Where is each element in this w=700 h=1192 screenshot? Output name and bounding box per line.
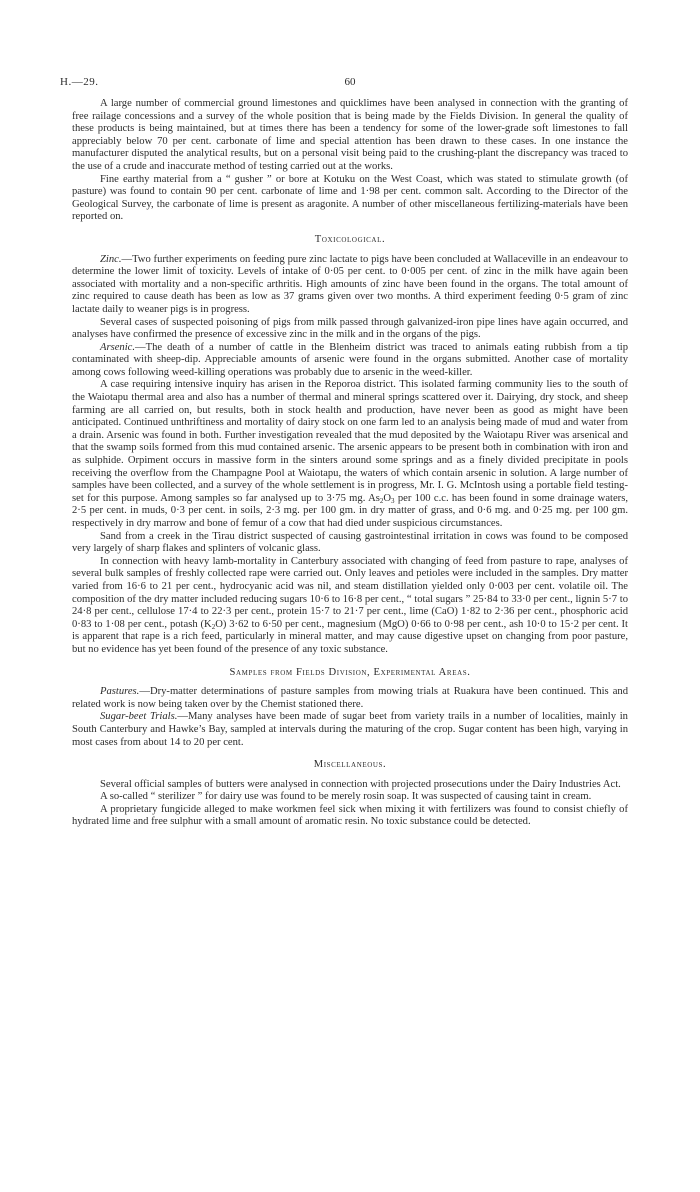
- gusher-paragraph: Fine earthy material from a “ gusher ” or bore at Kotuku on the West Coast, which was stated to stimulate growth (of pasture) was found to contain 90 per cent. carbonate of lime and 1·98 per cent. common salt. According to the Director of the Geological Survey, the carbonate of lime is present as aragonite. A number of other miscellaneous fertilizing-materials have been reported on.: [72, 173, 628, 223]
- pastures-paragraph: [72, 686, 628, 711]
- samples-heading: Samples from Fields Division, Experimental Areas.: [229, 666, 471, 678]
- sugar-beet-text: —Many analyses have been made of sugar beet from variety trails in a number of localities, mainly in South Canterbury and Hawke’s Bay, sampled at intervals during the maturing of the crop. Sugar content has been high, varying in most cases from about 14 to 20 per cent.: [72, 711, 628, 748]
- rape-text-a: In connection with heavy lamb-mortality in Canterbury associated with changing of feed from pasture to rape, analyses of several bulk samples of freshly collected rape were carried out. Only leaves and petioles were included in the samples. Dry matter varied from 16·6 to 21 per cent., hydrocyanic acid was nil, and steam distillation yielded only 0·003 per cent. volatile oil. The composition of the dry matter included reducing sugars 10·6 to 16·8 per cent., “ total sugars ” 25·84 to 33·0 per cent., lignin 5·7 to 24·8 per cent., cellulose 17·4 to 22·3 per cent., protein 15·7 to 21·7 per cent., lime (CaO) 1·82 to 2·36 per cent., phosphoric acid 0·83 to 1·08 per cent., potash (K: [72, 555, 628, 630]
- sugar-beet-paragraph: [72, 711, 628, 749]
- pastures-text: —Dry-matter determinations of pasture samples from mowing trials at Ruakura have been continued. This and related work is now being taken over by the Chemist stationed there.: [72, 686, 628, 710]
- fungicide-paragraph: A proprietary fungicide alleged to make workmen feel sick when mixing it with fertilizers was found to consist chiefly of hydrated lime and free sulphur with a small amount of aromatic resin. No toxic substance could be detected.: [72, 803, 628, 828]
- reporoa-text-c: per 100 c.c. has been found in some drainage waters, 2·5 per cent. in muds, 0·3 per cent. in soils, 2·3 mg. per 100 gm. in dry matter of grass, and 0·6 mg. and 0·25 mg. per 100 gm. respectively in dry marrow and bone of femur of a cow that had died under suspicious circumstances.: [72, 492, 628, 529]
- reporoa-text-b: O: [383, 492, 392, 504]
- reporoa-text-a: A case requiring intensive inquiry has arisen in the Reporoa district. This isolated farming community lies to the south of the Waiotapu thermal area and also has a number of thermal and mineral springs scattered over it. Dairying, dry stock, and sheep farming are all carried on, but results, both in stock health and production, have never been as good as might have been anticipated. Continued unthriftiness and mortality of dairy stock on one farm led to an analysis being made of mud and water from a drain. Arsenic was found in both. Further investigation revealed that the mud deposited by the Waiotapu River was arsenical and that the swamp soils formed from this mud contained arsenic. The arsenic appears to be present both in combination with iron and as sulphide. Orpiment occurs in massive form in the sinters around some springs and as a finely divided precipitate in pools receiving the overflow from the Champagne Pool at Waiotapu, the waters of which contain arsenic in solution. A large number of samples have been collected, and a survey of the whole settlement is in progress, Mr. I. G. McIntosh using a portable field testing-set for this purpose. Among samples so far analysed up to 3·75 mg. As: [72, 379, 628, 504]
- subscript-2: 2: [379, 496, 384, 505]
- arsenic-paragraph: [72, 342, 628, 380]
- rape-paragraph: [72, 556, 628, 657]
- document-body: [72, 98, 628, 829]
- zinc-label: Zinc.: [100, 253, 122, 265]
- tirau-sand-paragraph: Sand from a creek in the Tirau district suspected of causing gastrointestinal irritation in cows was found to be composed very largely of sharp flakes and splinters of volcanic glass.: [72, 530, 628, 555]
- sugar-beet-label: Sugar-beet Trials.: [100, 711, 178, 723]
- arsenic-text: —The death of a number of cattle in the Blenheim district was traced to animals eating rubbish from a tip contaminated with sheep-dip. Appreciable amounts of arsenic were found in the organs submitted. Another case of mortality among cows following weed-killing operations was probably due to arsenic in the weed-killer.: [72, 341, 628, 378]
- rape-text-b: O) 3·62 to 6·50 per cent., magnesium (MgO) 0·66 to 0·98 per cent., ash 10·0 to 15·2 per cent. It is apparent that rape is a rich feed, particularly in mineral matter, and may cause digestive upset on changing from poor pasture, but no evidence has yet been found of the presence of any toxic substance.: [72, 618, 628, 655]
- pastures-label: Pastures.: [100, 686, 140, 698]
- butters-paragraph: Several official samples of butters were analysed in connection with projected prosecutions under the Dairy Industries Act.: [100, 778, 621, 790]
- arsenic-label: Arsenic.: [100, 341, 136, 353]
- reporoa-paragraph: [72, 379, 628, 530]
- subscript-2-potash: 2: [211, 622, 216, 631]
- miscellaneous-heading: Miscellaneous.: [313, 759, 387, 771]
- zinc-paragraph: [72, 254, 628, 317]
- toxicological-heading: Toxicological.: [314, 233, 386, 245]
- sterilizer-paragraph: A so-called “ sterilizer ” for dairy use was found to be merely rosin soap. It was suspected of causing taint in cream.: [100, 791, 592, 803]
- limestone-paragraph: A large number of commercial ground limestones and quicklimes have been analysed in connection with the granting of free railage concessions and a survey of the whole position that is being made by the Fields Division. In general the quality of these products is being maintained, but at times there has been a tendency for some of the lower-grade soft limestones to fall appreciably below 70 per cent. carbonate of lime and special attention has been drawn to these cases. In one instance the manufacturer disputed the analytical results, but on a personal visit being paid to the crushing-plant the discrepancy was traced to the use of a crude and inaccurate method of testing carried out at the works.: [72, 98, 628, 172]
- zinc-text: —Two further experiments on feeding pure zinc lactate to pigs have been concluded at Wallaceville in an endeavour to determine the lower limit of toxicity. Levels of intake of 0·05 per cent. to 0·005 per cent. of zinc in the milk have again been associated with mortality and a non-specific arthritis. High amounts of zinc have been found in the organs. The total amount of zinc required to cause death has been as low as 37 grams given over two months. A third experiment feeding 0·5 gram of zinc lactate daily to weaner pigs is in progress.: [72, 253, 628, 315]
- galvanized-pipe-paragraph: Several cases of suspected poisoning of pigs from milk passed through galvanized-iron pipe lines have again occurred, and analyses have confirmed the presence of excessive zinc in the milk and in the organs of the pigs.: [72, 316, 628, 341]
- page-number: 60: [344, 76, 356, 88]
- report-series-code: H.—29.: [60, 76, 99, 88]
- subscript-3: 3: [391, 496, 395, 505]
